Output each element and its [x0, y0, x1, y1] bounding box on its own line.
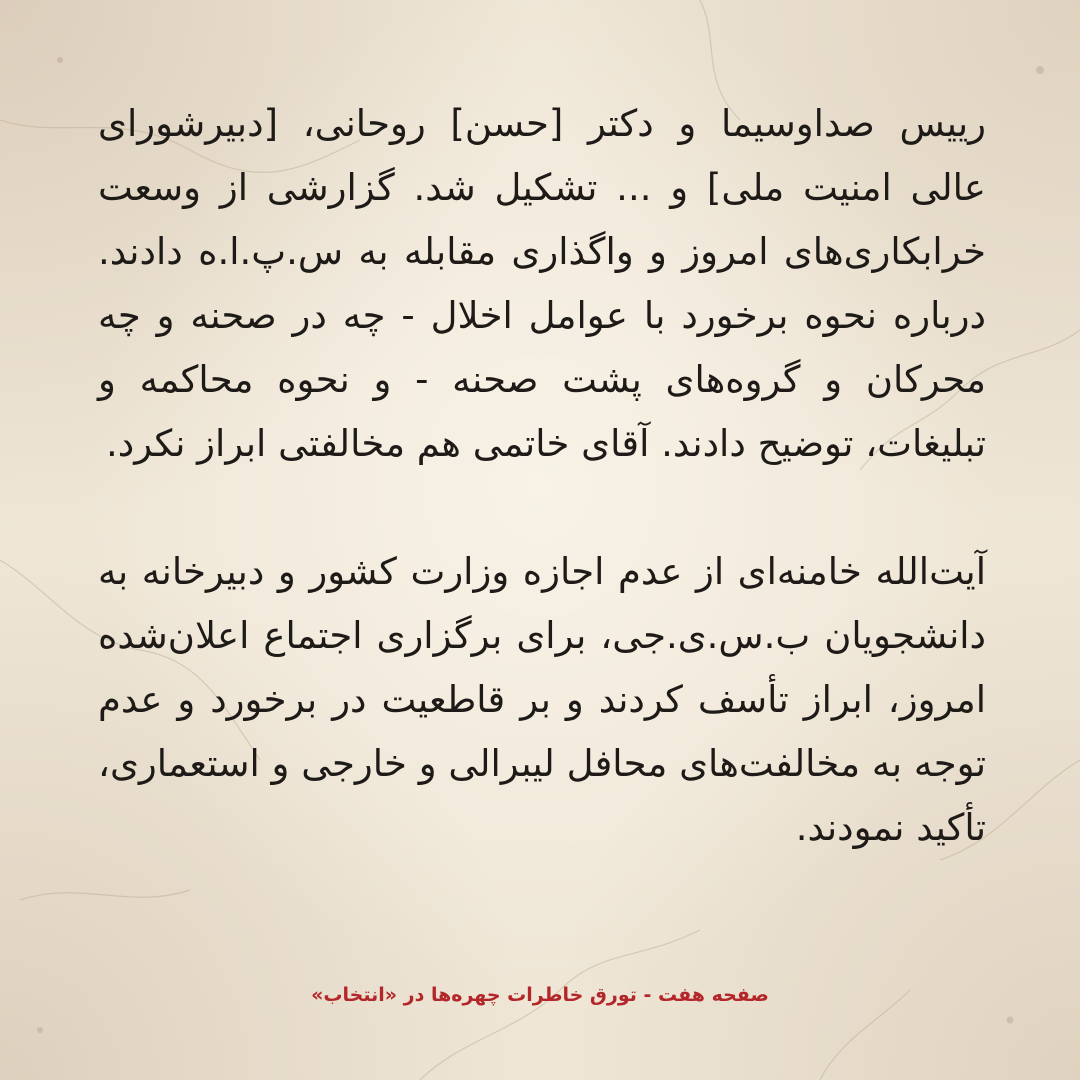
paragraph-2: آیت‌الله خامنه‌ای از عدم اجازه وزارت کشور و دبیرخانه به دانشجویان ب.س.ی.جی، برای برگزاری اجتماع اعلان‌شده امروز، ابراز تأسف کردند و بر قاطعیت در برخورد و عدم توجه به مخالفت‌های محافل لیبرالی و خارجی و استعماری، تأکید نمودند.	[98, 550, 986, 849]
page-footer: صفحه هفت - تورق خاطرات چهره‌ها در «انتخاب»	[311, 984, 769, 1006]
document-body	[98, 92, 986, 860]
paragraph-1: رییس صداوسیما و دکتر [حسن] روحانی، [دبیرشورای عالی امنیت ملی] و ... تشکیل شد. گزارشی از وسعت خرابکاری‌های امروز و واگذاری مقابله به س.پ.ا.ه دادند. درباره نحوه برخورد با عوامل اخلال - چه در صحنه و چه محرکان و گروه‌های پشت صحنه - و نحوه محاکمه و تبلیغات، توضیح دادند. آقای خاتمی هم مخالفتی ابراز نکرد.	[98, 102, 986, 465]
